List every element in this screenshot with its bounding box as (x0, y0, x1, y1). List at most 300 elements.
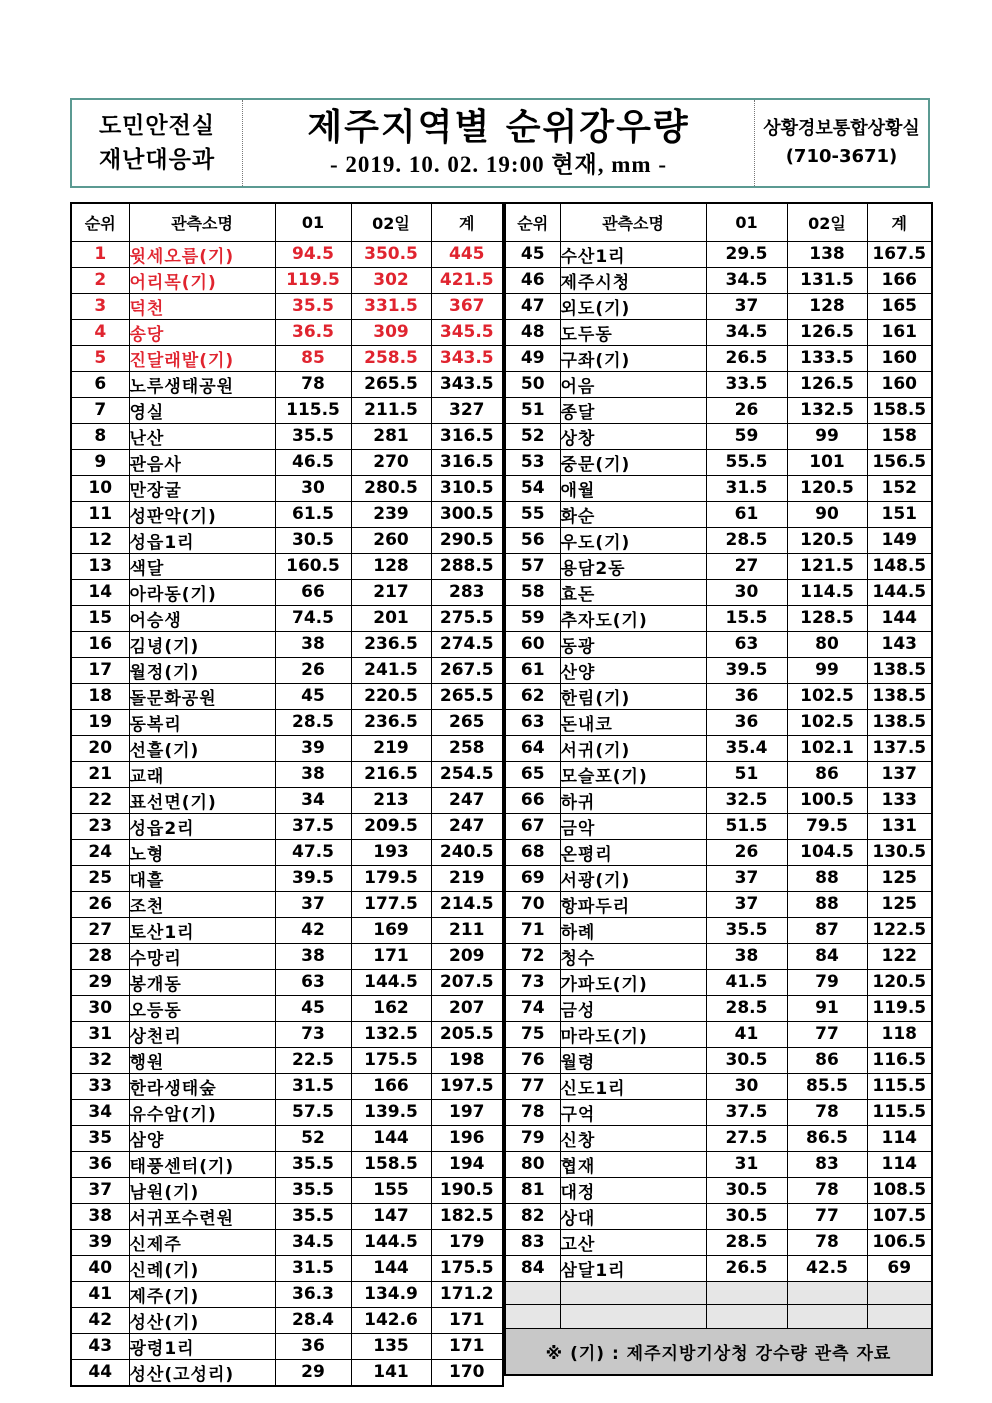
table-row (71, 319, 503, 345)
station-name: 성판악(기) (129, 501, 275, 527)
rank: 59 (505, 605, 560, 631)
rank: 62 (505, 683, 560, 709)
rain-day2: 133.5 (787, 345, 867, 371)
station-name: 상천리 (129, 1021, 275, 1047)
table-row (71, 813, 503, 839)
rank: 38 (71, 1203, 129, 1229)
rain-total: 209 (431, 943, 503, 969)
rank: 46 (505, 267, 560, 293)
rank: 74 (505, 995, 560, 1021)
rain-day2: 88 (787, 865, 867, 891)
rainfall-table-left (70, 202, 504, 1387)
station-name: 성산(기) (129, 1307, 275, 1333)
rain-total: 114 (867, 1151, 932, 1177)
station-name: 김녕(기) (129, 631, 275, 657)
table-row (71, 1359, 503, 1386)
station-name: 덕천 (129, 293, 275, 319)
rank: 25 (71, 865, 129, 891)
rain-day1: 45 (275, 683, 351, 709)
rain-day1: 27.5 (706, 1125, 787, 1151)
station-name: 가파도(기) (560, 969, 706, 995)
rain-day1: 66 (275, 579, 351, 605)
rain-day2: 86 (787, 1047, 867, 1073)
table-row (71, 943, 503, 969)
rain-day2: 201 (351, 605, 431, 631)
rain-day2: 193 (351, 839, 431, 865)
rain-day1: 51.5 (706, 813, 787, 839)
rain-day2: 169 (351, 917, 431, 943)
rain-total: 240.5 (431, 839, 503, 865)
rain-total: 327 (431, 397, 503, 423)
rank: 16 (71, 631, 129, 657)
rank: 35 (71, 1125, 129, 1151)
rain-day1: 34.5 (706, 267, 787, 293)
rank: 69 (505, 865, 560, 891)
rain-day2: 102.1 (787, 735, 867, 761)
table-row (505, 293, 932, 319)
station-name: 우도(기) (560, 527, 706, 553)
station-name: 봉개동 (129, 969, 275, 995)
table-row (71, 371, 503, 397)
rain-day2: 155 (351, 1177, 431, 1203)
rank: 39 (71, 1229, 129, 1255)
station-name: 신례(기) (129, 1255, 275, 1281)
table-row (505, 319, 932, 345)
rank: 61 (505, 657, 560, 683)
table-row (505, 1255, 932, 1281)
station-name: 화순 (560, 501, 706, 527)
rain-day2: 309 (351, 319, 431, 345)
rank: 40 (71, 1255, 129, 1281)
rain-total: 114 (867, 1125, 932, 1151)
table-row (71, 1177, 503, 1203)
rain-day1: 37 (706, 891, 787, 917)
table-row (505, 501, 932, 527)
rain-day1: 61.5 (275, 501, 351, 527)
empty-cell (867, 1305, 932, 1329)
rain-day2: 331.5 (351, 293, 431, 319)
rank: 17 (71, 657, 129, 683)
table-row (71, 839, 503, 865)
table-row (505, 995, 932, 1021)
rain-day2: 91 (787, 995, 867, 1021)
station-name: 청수 (560, 943, 706, 969)
rain-day2: 350.5 (351, 241, 431, 267)
rain-total: 158.5 (867, 397, 932, 423)
rain-day2: 219 (351, 735, 431, 761)
rain-day1: 55.5 (706, 449, 787, 475)
rain-day2: 132.5 (351, 1021, 431, 1047)
rain-total: 175.5 (431, 1255, 503, 1281)
rain-day2: 144 (351, 1125, 431, 1151)
table-row (71, 787, 503, 813)
report-header (70, 98, 930, 188)
station-name: 금성 (560, 995, 706, 1021)
station-name: 산양 (560, 657, 706, 683)
station-name: 용담2동 (560, 553, 706, 579)
rank: 66 (505, 787, 560, 813)
rain-day2: 217 (351, 579, 431, 605)
empty-cell (505, 1305, 560, 1329)
station-name: 한라생태숲 (129, 1073, 275, 1099)
station-name: 서귀(기) (560, 735, 706, 761)
rain-day1: 39.5 (275, 865, 351, 891)
table-row (505, 1177, 932, 1203)
rain-total: 171 (431, 1307, 503, 1333)
rain-day2: 121.5 (787, 553, 867, 579)
rain-total: 247 (431, 787, 503, 813)
rank: 4 (71, 319, 129, 345)
table-header-row (505, 203, 932, 241)
rain-day1: 35.4 (706, 735, 787, 761)
rain-day2: 77 (787, 1203, 867, 1229)
rain-day1: 38 (275, 943, 351, 969)
rank: 20 (71, 735, 129, 761)
rain-total: 116.5 (867, 1047, 932, 1073)
station-name: 아라동(기) (129, 579, 275, 605)
rain-total: 310.5 (431, 475, 503, 501)
rain-day2: 144.5 (351, 1229, 431, 1255)
rain-total: 265.5 (431, 683, 503, 709)
table-row (71, 1073, 503, 1099)
table-row (505, 787, 932, 813)
rain-day2: 80 (787, 631, 867, 657)
rain-total: 115.5 (867, 1073, 932, 1099)
station-name: 한림(기) (560, 683, 706, 709)
rain-total: 179 (431, 1229, 503, 1255)
rain-day1: 37 (275, 891, 351, 917)
rank: 57 (505, 553, 560, 579)
rain-day2: 179.5 (351, 865, 431, 891)
rain-total: 211 (431, 917, 503, 943)
table-row (505, 449, 932, 475)
rain-day2: 142.6 (351, 1307, 431, 1333)
rain-total: 300.5 (431, 501, 503, 527)
table-header-row (71, 203, 503, 241)
table-row (71, 397, 503, 423)
rain-day2: 147 (351, 1203, 431, 1229)
rain-day1: 30.5 (275, 527, 351, 553)
station-name: 조천 (129, 891, 275, 917)
table-row (505, 839, 932, 865)
rain-total: 144.5 (867, 579, 932, 605)
rank: 78 (505, 1099, 560, 1125)
column-header-total: 계 (431, 203, 503, 241)
table-row (505, 371, 932, 397)
station-name: 구좌(기) (560, 345, 706, 371)
table-row (71, 579, 503, 605)
rank: 30 (71, 995, 129, 1021)
rain-day2: 132.5 (787, 397, 867, 423)
station-name: 대정 (560, 1177, 706, 1203)
rain-total: 207.5 (431, 969, 503, 995)
table-row (71, 709, 503, 735)
station-name: 표선면(기) (129, 787, 275, 813)
rank: 44 (71, 1359, 129, 1386)
station-name: 어음 (560, 371, 706, 397)
station-name: 삼양 (129, 1125, 275, 1151)
rank: 82 (505, 1203, 560, 1229)
rank: 27 (71, 917, 129, 943)
rain-day1: 30.5 (706, 1047, 787, 1073)
station-name: 상창 (560, 423, 706, 449)
column-header-station: 관측소명 (129, 203, 275, 241)
rain-day1: 26 (275, 657, 351, 683)
rain-total: 165 (867, 293, 932, 319)
station-name: 수망리 (129, 943, 275, 969)
rank: 28 (71, 943, 129, 969)
rain-day1: 36 (706, 683, 787, 709)
rain-total: 367 (431, 293, 503, 319)
rain-day2: 120.5 (787, 475, 867, 501)
empty-cell (505, 1281, 560, 1305)
rain-total: 421.5 (431, 267, 503, 293)
rain-total: 283 (431, 579, 503, 605)
rain-total: 148.5 (867, 553, 932, 579)
rain-day2: 84 (787, 943, 867, 969)
office-box (755, 100, 928, 186)
rain-total: 120.5 (867, 969, 932, 995)
column-header-day2: 02일 (351, 203, 431, 241)
empty-cell (867, 1281, 932, 1305)
rain-day2: 114.5 (787, 579, 867, 605)
station-name: 마라도(기) (560, 1021, 706, 1047)
rank: 53 (505, 449, 560, 475)
column-header-rank: 순위 (71, 203, 129, 241)
rain-day2: 100.5 (787, 787, 867, 813)
rain-day2: 42.5 (787, 1255, 867, 1281)
station-name: 효돈 (560, 579, 706, 605)
rain-day2: 241.5 (351, 657, 431, 683)
rain-day1: 45 (275, 995, 351, 1021)
rank: 70 (505, 891, 560, 917)
rank: 9 (71, 449, 129, 475)
column-header-station: 관측소명 (560, 203, 706, 241)
rain-day2: 120.5 (787, 527, 867, 553)
rain-total: 343.5 (431, 345, 503, 371)
rain-day2: 128.5 (787, 605, 867, 631)
rain-day2: 162 (351, 995, 431, 1021)
rain-total: 158 (867, 423, 932, 449)
rain-day1: 39 (275, 735, 351, 761)
rain-day2: 79 (787, 969, 867, 995)
rain-day2: 213 (351, 787, 431, 813)
rank: 3 (71, 293, 129, 319)
station-name: 수산1리 (560, 241, 706, 267)
rank: 42 (71, 1307, 129, 1333)
rain-day2: 138 (787, 241, 867, 267)
table-row (505, 1073, 932, 1099)
rank: 34 (71, 1099, 129, 1125)
rain-day2: 78 (787, 1177, 867, 1203)
rain-total: 118 (867, 1021, 932, 1047)
station-name: 관음사 (129, 449, 275, 475)
rain-day2: 236.5 (351, 709, 431, 735)
rain-day2: 87 (787, 917, 867, 943)
rain-total: 122.5 (867, 917, 932, 943)
table-row (505, 683, 932, 709)
rain-total: 290.5 (431, 527, 503, 553)
rank: 81 (505, 1177, 560, 1203)
rain-day2: 141 (351, 1359, 431, 1386)
rain-day2: 77 (787, 1021, 867, 1047)
rank: 51 (505, 397, 560, 423)
station-name: 고산 (560, 1229, 706, 1255)
rain-day2: 126.5 (787, 319, 867, 345)
rain-day2: 144 (351, 1255, 431, 1281)
station-name: 태풍센터(기) (129, 1151, 275, 1177)
rank: 50 (505, 371, 560, 397)
station-name: 어리목(기) (129, 267, 275, 293)
rank: 56 (505, 527, 560, 553)
rain-day1: 57.5 (275, 1099, 351, 1125)
station-name: 금악 (560, 813, 706, 839)
table-row (71, 657, 503, 683)
table-row (71, 267, 503, 293)
station-name: 대흘 (129, 865, 275, 891)
rain-day2: 88 (787, 891, 867, 917)
report-subtitle: - 2019. 10. 02. 19:00 현재, mm - (330, 152, 667, 177)
table-row (505, 1125, 932, 1151)
rainfall-table-right (504, 202, 933, 1376)
rain-day2: 139.5 (351, 1099, 431, 1125)
rain-total: 205.5 (431, 1021, 503, 1047)
rank: 55 (505, 501, 560, 527)
rain-day2: 79.5 (787, 813, 867, 839)
rain-day1: 30 (706, 1073, 787, 1099)
rain-day1: 31.5 (706, 475, 787, 501)
rain-total: 198 (431, 1047, 503, 1073)
office-name: 상황경보통합상황실 (763, 118, 920, 139)
rain-total: 171 (431, 1333, 503, 1359)
rain-total: 149 (867, 527, 932, 553)
rain-day2: 239 (351, 501, 431, 527)
rain-day1: 31.5 (275, 1073, 351, 1099)
rain-total: 247 (431, 813, 503, 839)
station-name: 삼달1리 (560, 1255, 706, 1281)
table-row (71, 631, 503, 657)
table-row (71, 995, 503, 1021)
table-row (505, 657, 932, 683)
rank: 41 (71, 1281, 129, 1307)
station-name: 도두동 (560, 319, 706, 345)
rain-total: 166 (867, 267, 932, 293)
rain-day1: 51 (706, 761, 787, 787)
rain-day2: 265.5 (351, 371, 431, 397)
rain-day1: 37.5 (706, 1099, 787, 1125)
rain-day2: 302 (351, 267, 431, 293)
rain-day2: 177.5 (351, 891, 431, 917)
station-name: 유수암(기) (129, 1099, 275, 1125)
rain-day2: 144.5 (351, 969, 431, 995)
rain-day1: 30 (275, 475, 351, 501)
table-row (71, 1021, 503, 1047)
rank: 58 (505, 579, 560, 605)
rain-day2: 211.5 (351, 397, 431, 423)
rain-total: 160 (867, 371, 932, 397)
rank: 11 (71, 501, 129, 527)
rain-total: 254.5 (431, 761, 503, 787)
rank: 49 (505, 345, 560, 371)
division-name: 재난대응과 (98, 147, 216, 173)
empty-cell (787, 1305, 867, 1329)
rain-day2: 280.5 (351, 475, 431, 501)
table-row (71, 449, 503, 475)
rain-day1: 31 (706, 1151, 787, 1177)
rain-day1: 74.5 (275, 605, 351, 631)
rain-day2: 236.5 (351, 631, 431, 657)
station-name: 성읍1리 (129, 527, 275, 553)
station-name: 어승생 (129, 605, 275, 631)
rain-total: 107.5 (867, 1203, 932, 1229)
table-row (71, 1047, 503, 1073)
station-name: 신창 (560, 1125, 706, 1151)
table-row (505, 865, 932, 891)
rain-day1: 47.5 (275, 839, 351, 865)
table-row (71, 1229, 503, 1255)
rain-day1: 63 (275, 969, 351, 995)
station-name: 송당 (129, 319, 275, 345)
table-row (71, 527, 503, 553)
rain-day1: 41 (706, 1021, 787, 1047)
rain-day2: 86.5 (787, 1125, 867, 1151)
rank: 13 (71, 553, 129, 579)
table-row (71, 761, 503, 787)
table-row (71, 865, 503, 891)
table-row (505, 267, 932, 293)
rain-day1: 36.5 (275, 319, 351, 345)
table-row (71, 1203, 503, 1229)
rank: 67 (505, 813, 560, 839)
rank: 5 (71, 345, 129, 371)
rain-day2: 83 (787, 1151, 867, 1177)
empty-row (505, 1305, 932, 1329)
rain-total: 161 (867, 319, 932, 345)
rain-total: 170 (431, 1359, 503, 1386)
station-name: 노루생태공원 (129, 371, 275, 397)
rain-day2: 260 (351, 527, 431, 553)
office-phone: (710-3671) (785, 146, 898, 167)
table-row (505, 917, 932, 943)
rank: 8 (71, 423, 129, 449)
rain-total: 151 (867, 501, 932, 527)
table-row (505, 761, 932, 787)
table-row (505, 969, 932, 995)
rain-day2: 104.5 (787, 839, 867, 865)
rain-day1: 28.4 (275, 1307, 351, 1333)
rain-day1: 28.5 (706, 995, 787, 1021)
rain-day1: 36 (275, 1333, 351, 1359)
station-name: 중문(기) (560, 449, 706, 475)
rain-day2: 85.5 (787, 1073, 867, 1099)
empty-cell (560, 1281, 706, 1305)
rain-total: 219 (431, 865, 503, 891)
rain-day1: 38 (275, 631, 351, 657)
rank: 65 (505, 761, 560, 787)
rain-day1: 36.3 (275, 1281, 351, 1307)
department-name: 도민안전실 (98, 113, 216, 139)
station-name: 제주(기) (129, 1281, 275, 1307)
table-row (505, 397, 932, 423)
rain-total: 131 (867, 813, 932, 839)
table-row (71, 423, 503, 449)
rain-day2: 90 (787, 501, 867, 527)
station-name: 영실 (129, 397, 275, 423)
rain-day1: 29 (275, 1359, 351, 1386)
rain-day1: 35.5 (275, 1151, 351, 1177)
table-row (71, 891, 503, 917)
rain-day1: 73 (275, 1021, 351, 1047)
